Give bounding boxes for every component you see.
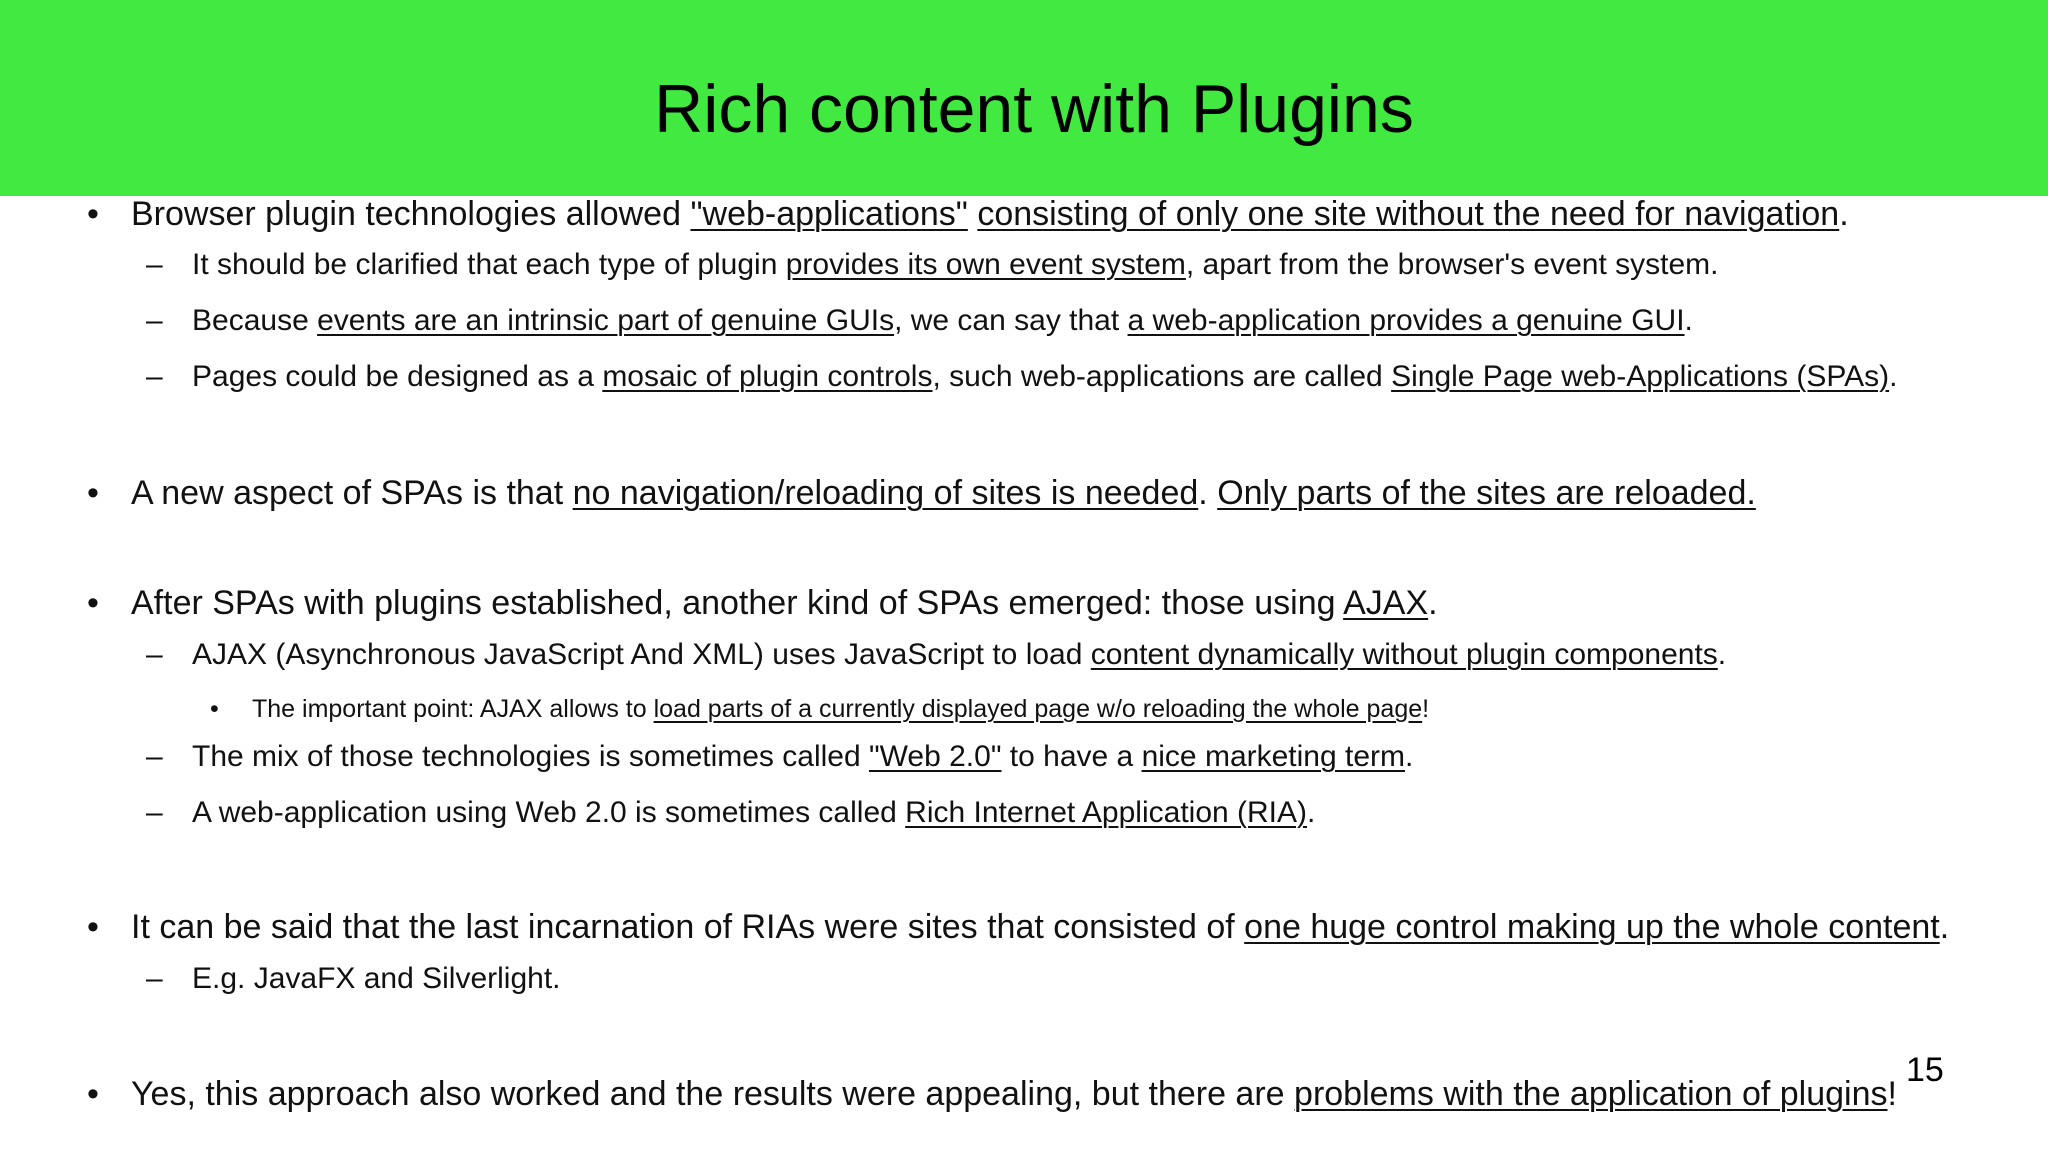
text: , apart from the browser's event system. — [1185, 248, 1719, 281]
dash-marker: – — [146, 638, 163, 671]
link-text: "Web 2.0" — [868, 740, 1002, 773]
text — [968, 195, 977, 233]
bullet-marker: • — [87, 195, 99, 233]
bullet-marker: • — [87, 1075, 99, 1113]
link-text: problems with the application of plugins — [1294, 1075, 1888, 1113]
text: Browser plugin technologies allowed — [131, 195, 691, 233]
bullet-item — [87, 193, 1849, 235]
bullet-item — [87, 582, 1438, 624]
link-text: consisting of only one site without the need for navigation — [977, 195, 1840, 233]
link-text: Single Page web-Applications (SPAs) — [1391, 360, 1890, 393]
dash-marker: – — [146, 740, 163, 773]
bullet-marker: • — [87, 474, 99, 512]
link-text: AJAX — [1343, 584, 1429, 622]
text: . — [1939, 908, 1950, 946]
link-text: nice marketing term — [1141, 740, 1406, 773]
dash-marker: – — [146, 796, 163, 829]
text: AJAX (Asynchronous JavaScript And XML) uses JavaScript to load — [192, 638, 1091, 671]
text: E.g. JavaFX and Silverlight. — [192, 962, 561, 995]
link-text: load parts of a currently displayed page w/o reloading the whole page — [653, 695, 1423, 723]
text: The important point: AJAX allows to — [252, 695, 654, 723]
sub-bullet-item — [146, 960, 561, 998]
link-text: Only parts of the sites are reloaded. — [1217, 474, 1756, 512]
link-text: provides its own event system — [785, 248, 1186, 281]
link-text: Rich Internet Application (RIA) — [905, 796, 1308, 829]
text: A web-application using Web 2.0 is sometimes called — [192, 796, 906, 829]
bullet-marker: • — [87, 584, 99, 622]
text: , such web-applications are called — [932, 360, 1392, 393]
bullet-item — [87, 1073, 1897, 1115]
text: , we can say that — [894, 304, 1128, 337]
link-text: a web-application provides a genuine GUI — [1127, 304, 1685, 337]
bullet-marker: • — [87, 908, 99, 946]
link-text: no navigation/reloading of sites is needed — [572, 474, 1199, 512]
text: . — [1307, 796, 1316, 829]
dash-marker: – — [146, 248, 163, 281]
text: After SPAs with plugins established, another kind of SPAs emerged: those using — [131, 584, 1344, 622]
sub-bullet-item — [146, 636, 1727, 674]
sub-bullet-item — [146, 738, 1414, 776]
link-text: one huge control making up the whole content — [1244, 908, 1940, 946]
text: . — [1717, 638, 1727, 671]
dash-marker: – — [146, 304, 163, 337]
link-text: events are an intrinsic part of genuine GUIs — [317, 304, 895, 337]
text: . — [1684, 304, 1693, 337]
text: . — [1889, 360, 1898, 393]
text: ! — [1887, 1075, 1897, 1113]
link-text: "web-applications" — [690, 195, 968, 233]
link-text: content dynamically without plugin components — [1090, 638, 1718, 671]
text: . — [1839, 195, 1849, 233]
text: . — [1198, 474, 1218, 512]
slide-title: Rich content with Plugins — [654, 71, 1414, 147]
text: Yes, this approach also worked and the results were appealing, but there are — [131, 1075, 1295, 1113]
bullet-item — [87, 472, 1756, 514]
sub-bullet-item — [146, 246, 1719, 284]
text: ! — [1422, 695, 1430, 723]
bullet-item — [87, 906, 1950, 948]
sub-bullet-item — [146, 794, 1316, 832]
dash-marker: – — [146, 360, 163, 393]
text: . — [1405, 740, 1414, 773]
text: Because — [192, 304, 318, 337]
text: The mix of those technologies is sometimes called — [192, 740, 869, 773]
text: A new aspect of SPAs is that — [131, 474, 573, 512]
text: Pages could be designed as a — [192, 360, 603, 393]
text: . — [1428, 584, 1438, 622]
sub-bullet-item — [146, 302, 1693, 340]
dash-marker: – — [146, 962, 163, 995]
bullet-marker: • — [210, 695, 219, 723]
text: to have a — [1001, 740, 1142, 773]
text: It should be clarified that each type of plugin — [192, 248, 786, 281]
text: It can be said that the last incarnation of RIAs were sites that consisted of — [131, 908, 1245, 946]
sub-sub-bullet-item — [210, 693, 1430, 725]
sub-bullet-item — [146, 358, 1898, 396]
link-text: mosaic of plugin controls — [602, 360, 933, 393]
page-number: 15 — [1906, 1051, 1944, 1089]
